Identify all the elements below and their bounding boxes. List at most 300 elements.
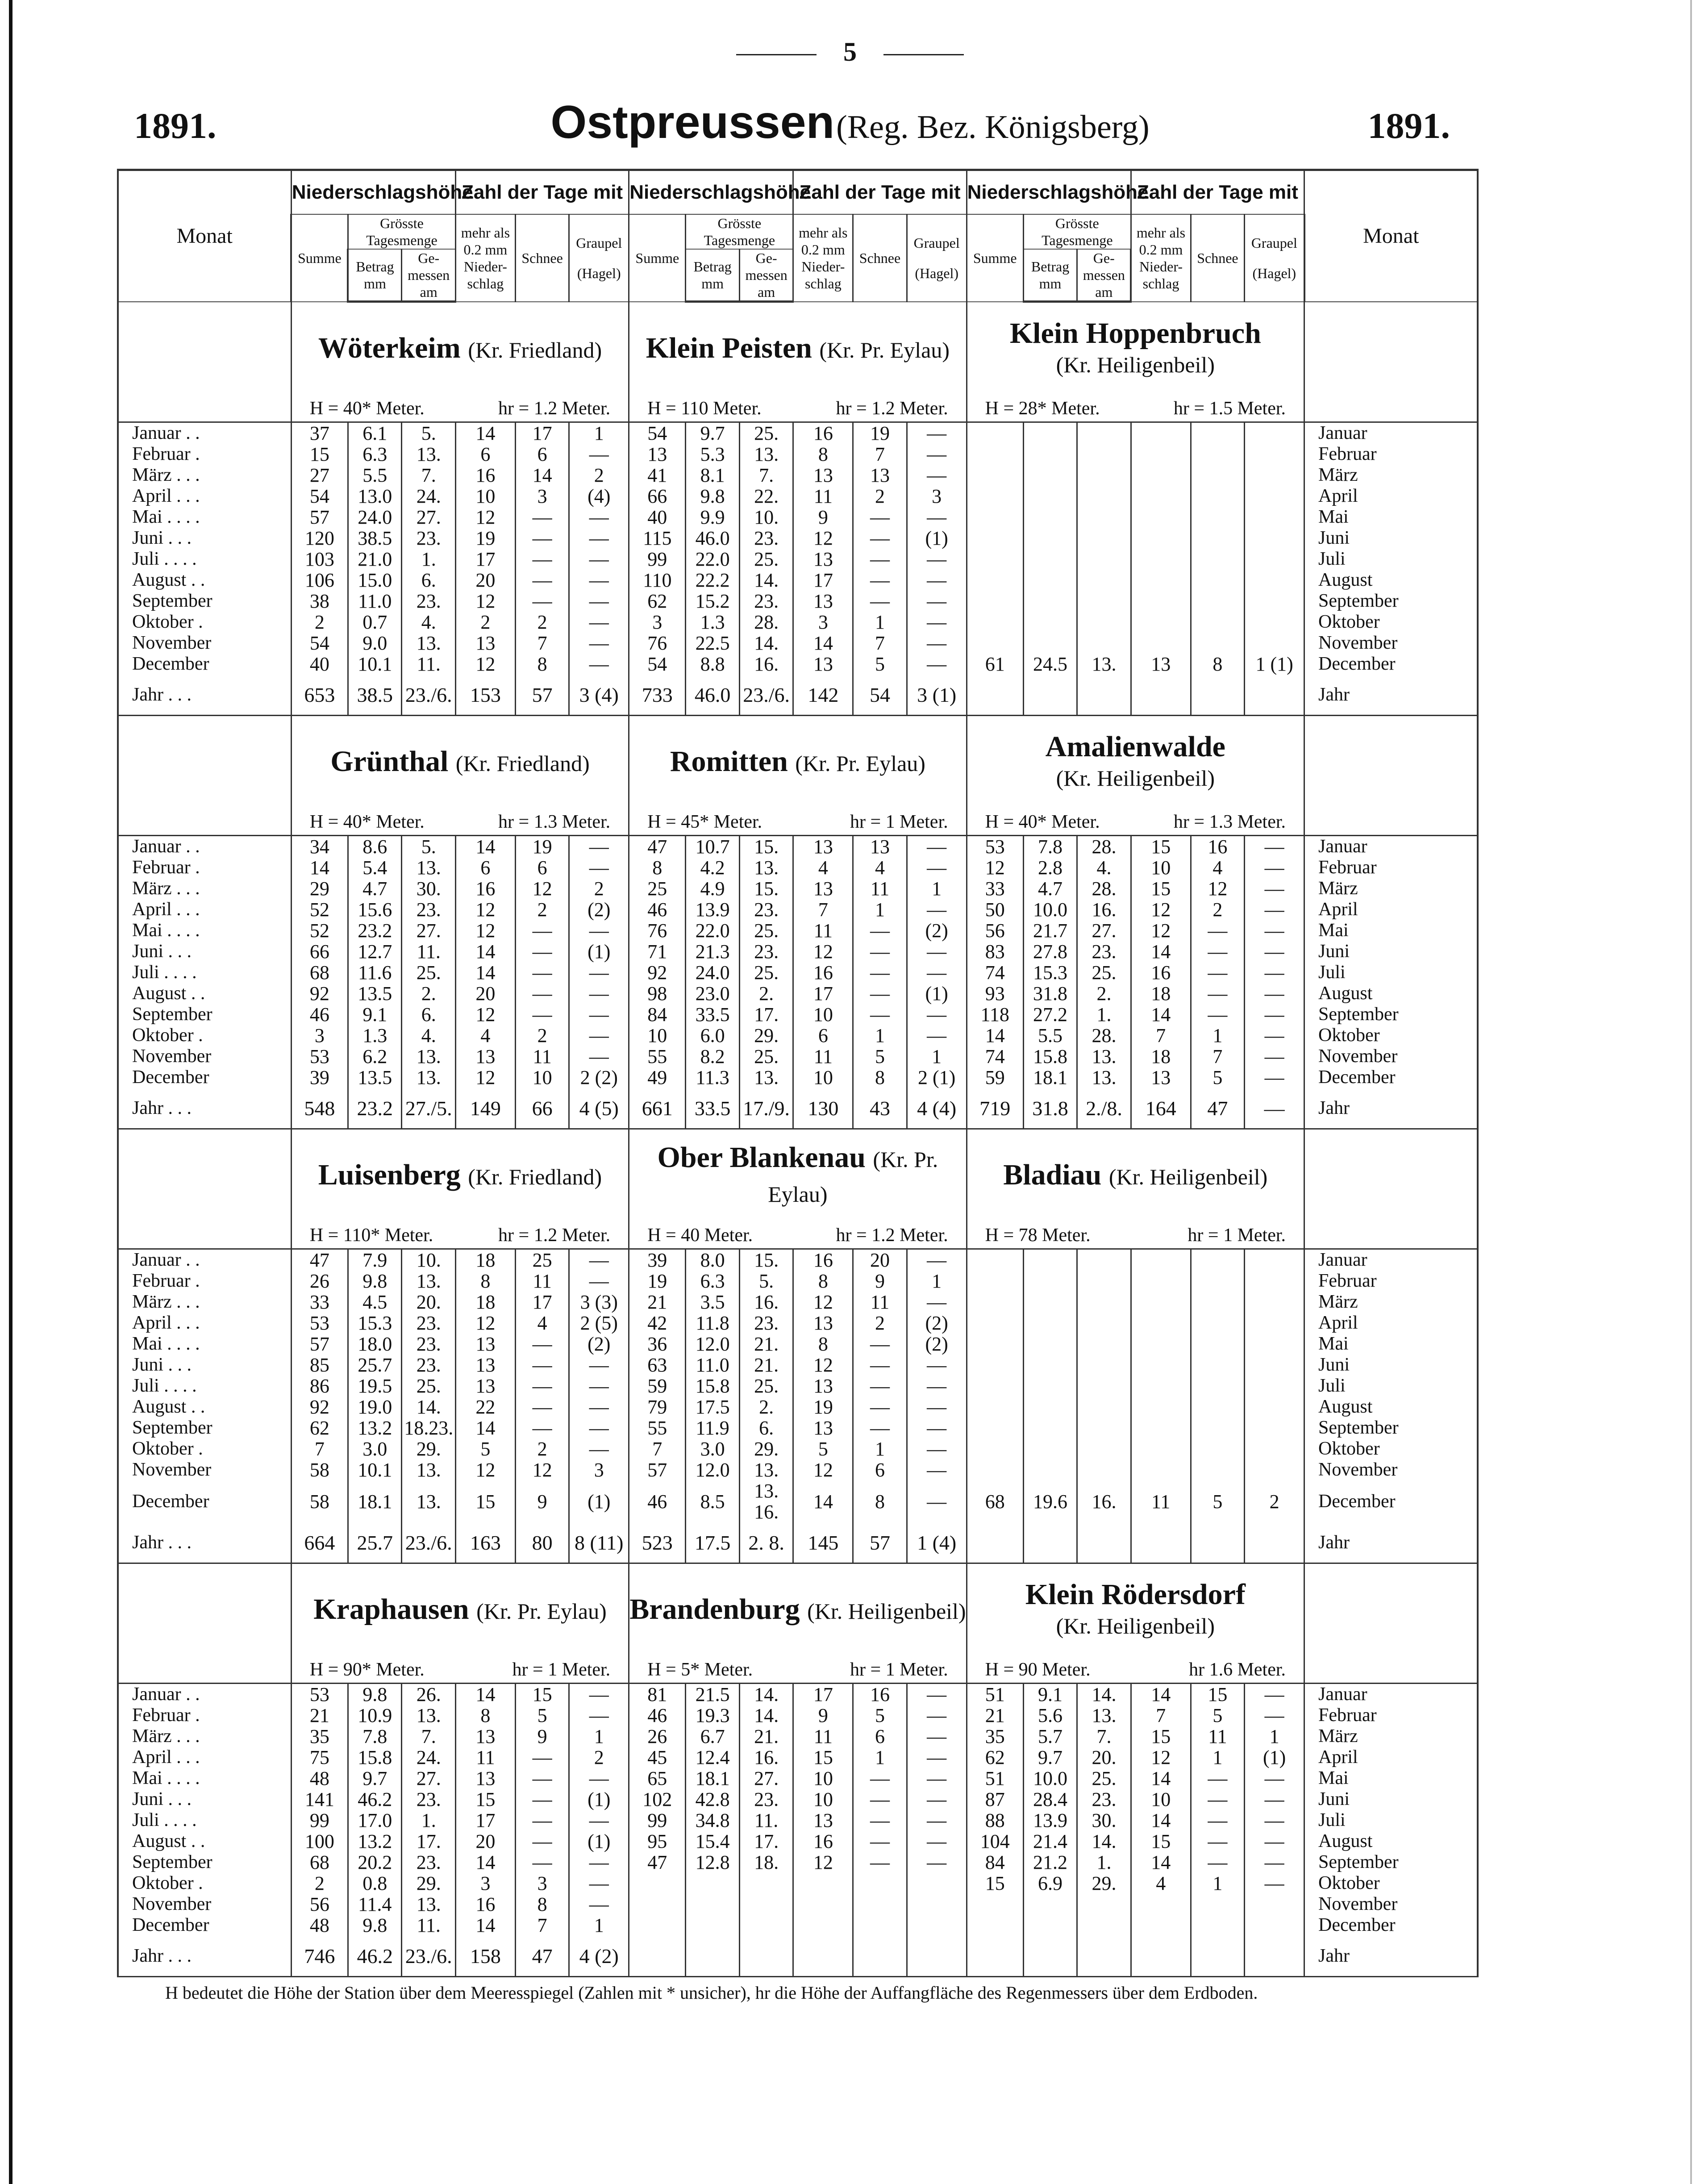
data-cell — [1245, 591, 1304, 612]
station-name-row — [118, 1563, 1478, 1657]
data-cell: 1 — [907, 1046, 967, 1067]
data-cell: — — [907, 1480, 967, 1522]
data-cell — [1077, 1249, 1131, 1271]
data-cell — [1023, 1438, 1077, 1459]
data-cell: 46.2 — [348, 1789, 401, 1810]
data-cell — [967, 1375, 1023, 1396]
data-cell: 16. — [739, 1747, 793, 1768]
data-cell: 11. — [739, 1810, 793, 1831]
station-name-cell — [291, 302, 629, 396]
data-cell: 2 (1) — [907, 1067, 967, 1088]
data-cell — [967, 549, 1023, 570]
data-cell — [1023, 507, 1077, 528]
data-cell: 23. — [402, 528, 456, 549]
data-cell: 40 — [291, 654, 348, 675]
month-label-right: November — [1304, 1046, 1478, 1067]
month-label-left: November — [118, 1459, 291, 1480]
data-cell: 17 — [793, 983, 853, 1004]
data-cell: 35 — [967, 1726, 1023, 1747]
data-cell: 9.8 — [686, 486, 739, 507]
data-cell — [1245, 549, 1304, 570]
data-cell: — — [1245, 1768, 1304, 1789]
data-cell: 4.9 — [686, 878, 739, 899]
month-label-right: Juli — [1304, 962, 1478, 983]
data-cell: 27.8 — [1023, 941, 1077, 962]
data-cell: — — [907, 1459, 967, 1480]
data-cell: 47 — [629, 836, 686, 858]
data-cell: 3 — [515, 1873, 569, 1894]
month-label-right: Februar — [1304, 1271, 1478, 1292]
data-cell: 63 — [629, 1355, 686, 1375]
data-cell: 93 — [967, 983, 1023, 1004]
data-cell: 13 — [793, 1810, 853, 1831]
data-cell: — — [1245, 920, 1304, 941]
data-cell: 4.7 — [348, 878, 401, 899]
data-cell: 15.8 — [686, 1375, 739, 1396]
data-cell: — — [907, 1852, 967, 1873]
station-h: H = 110* Meter. — [309, 1225, 433, 1246]
jahr-row — [118, 675, 1478, 716]
data-cell — [1077, 612, 1131, 633]
data-cell: — — [907, 899, 967, 920]
month-label-right: März — [1304, 1292, 1478, 1313]
data-cell: 25. — [402, 962, 456, 983]
station-title: Kraphausen — [313, 1593, 469, 1625]
station-height-line — [967, 811, 1304, 833]
data-cell: — — [907, 1768, 967, 1789]
data-cell: 40 — [629, 507, 686, 528]
data-cell: 17. — [402, 1831, 456, 1852]
station-kreis: (Kr. Pr. Eylau) — [768, 1147, 938, 1207]
data-cell: 3 — [629, 612, 686, 633]
data-cell: 11 — [455, 1747, 515, 1768]
data-cell: 8.1 — [686, 465, 739, 486]
data-cell: 1 — [907, 878, 967, 899]
mehr-als-line: 0.2 mm — [1139, 241, 1183, 258]
data-cell: 8.6 — [348, 836, 401, 858]
data-cell: 99 — [291, 1810, 348, 1831]
data-cell: 6 — [853, 1726, 907, 1747]
data-cell: — — [907, 1789, 967, 1810]
data-cell — [1077, 1894, 1131, 1915]
month-label-left: Oktober . — [118, 612, 291, 633]
data-cell: 2 — [515, 612, 569, 633]
data-cell — [967, 1249, 1023, 1271]
data-cell: 39 — [291, 1067, 348, 1088]
zahl-der-tage-header: Zahl der Tage mit — [793, 170, 967, 215]
data-cell: 15 — [1131, 878, 1191, 899]
data-cell — [967, 1355, 1023, 1375]
data-cell: 22. — [739, 486, 793, 507]
mehr-als-line: mehr als — [1136, 224, 1186, 241]
data-cell: 10.1 — [348, 654, 401, 675]
data-cell — [967, 507, 1023, 528]
dash-left — [736, 54, 817, 55]
data-cell: — — [515, 1375, 569, 1396]
month-label-left: Oktober . — [118, 1438, 291, 1459]
month-label-right: Juli — [1304, 1375, 1478, 1396]
month-label-left: Mai . . . . — [118, 507, 291, 528]
table-row — [118, 1334, 1478, 1355]
data-cell: 2. — [402, 983, 456, 1004]
data-cell: 2.8 — [1023, 857, 1077, 878]
data-cell — [1131, 1271, 1191, 1292]
data-cell: 6 — [853, 1459, 907, 1480]
data-cell: 6.3 — [348, 444, 401, 465]
month-label-right: December — [1304, 1915, 1478, 1936]
data-cell: 8 — [793, 1271, 853, 1292]
graupel-header — [569, 214, 629, 302]
data-cell: 21.5 — [686, 1684, 739, 1705]
data-cell: 9.8 — [348, 1271, 401, 1292]
data-cell — [1131, 465, 1191, 486]
table-row — [118, 1313, 1478, 1334]
data-cell: 1 — [569, 422, 629, 444]
data-cell: 9.7 — [348, 1768, 401, 1789]
data-cell: 23. — [1077, 941, 1131, 962]
data-cell — [1023, 1313, 1077, 1334]
data-cell: (1) — [569, 1480, 629, 1522]
month-label-left: August . . — [118, 1831, 291, 1852]
station-height-line — [629, 1659, 966, 1680]
data-cell: 11 — [793, 486, 853, 507]
data-cell: 29. — [402, 1873, 456, 1894]
data-cell: — — [1245, 1004, 1304, 1025]
month-label-left: August . . — [118, 1396, 291, 1417]
table-row — [118, 1480, 1478, 1522]
station-kreis: (Kr. Pr. Eylau) — [795, 751, 925, 776]
data-cell: 6. — [739, 1417, 793, 1438]
data-cell: (4) — [569, 486, 629, 507]
data-cell: 12 — [455, 1067, 515, 1088]
station-name-row — [118, 716, 1478, 809]
data-cell: 5 — [853, 1046, 907, 1067]
station-kreis: (Kr. Heiligenbeil) — [1056, 766, 1215, 791]
height-spacer-right — [1304, 1657, 1478, 1684]
data-cell — [1245, 1438, 1304, 1459]
data-cell — [1245, 422, 1304, 444]
station-name — [629, 1141, 966, 1211]
data-cell: 23. — [402, 591, 456, 612]
month-label-left: März . . . — [118, 465, 291, 486]
data-cell: 1 — [907, 1271, 967, 1292]
data-cell: 10.0 — [1023, 899, 1077, 920]
data-cell: 92 — [291, 1396, 348, 1417]
hagel-line: (Hagel) — [1252, 265, 1296, 281]
station-kreis: (Kr. Heiligenbeil) — [1108, 1164, 1268, 1189]
data-cell: 1. — [402, 549, 456, 570]
jahr-cell: 142 — [793, 675, 853, 716]
station-name-spacer-right — [1304, 716, 1478, 809]
data-cell: — — [569, 1046, 629, 1067]
month-label-left: Juli . . . . — [118, 962, 291, 983]
month-label-right: April — [1304, 1313, 1478, 1334]
data-cell: 29. — [1077, 1873, 1131, 1894]
data-cell: 29 — [291, 878, 348, 899]
data-cell: 25. — [739, 422, 793, 444]
station-h: H = 78 Meter. — [985, 1225, 1091, 1246]
data-cell: 10.9 — [348, 1705, 401, 1726]
station-name — [292, 1593, 628, 1628]
data-cell: 7 — [853, 633, 907, 654]
graupel-header — [1245, 214, 1304, 302]
jahr-cell: 17.5 — [686, 1522, 739, 1563]
data-cell: 10. — [739, 507, 793, 528]
mehr-als-header — [455, 214, 515, 302]
station-height-cell — [291, 1222, 629, 1249]
data-cell: 25. — [1077, 1768, 1131, 1789]
data-cell: — — [569, 1873, 629, 1894]
station-height-line — [629, 398, 966, 419]
month-label-right: Mai — [1304, 1768, 1478, 1789]
data-cell: — — [1245, 1810, 1304, 1831]
jahr-label-left: Jahr . . . — [118, 1522, 291, 1563]
data-cell: 38.5 — [348, 528, 401, 549]
station-height-line — [967, 398, 1304, 419]
month-label-right: Oktober — [1304, 1873, 1478, 1894]
data-cell: 23. — [739, 1789, 793, 1810]
data-cell: 18.23. — [402, 1417, 456, 1438]
data-cell: 11.0 — [348, 591, 401, 612]
data-cell — [1191, 1292, 1244, 1313]
data-cell — [967, 1292, 1023, 1313]
data-cell — [1131, 570, 1191, 591]
data-cell: 61 — [967, 654, 1023, 675]
station-name-spacer-left — [118, 302, 291, 396]
data-cell: (1) — [569, 941, 629, 962]
jahr-cell: 145 — [793, 1522, 853, 1563]
data-cell: 4 — [1131, 1873, 1191, 1894]
data-cell: — — [907, 857, 967, 878]
table-row — [118, 1417, 1478, 1438]
data-cell: 5.7 — [1023, 1726, 1077, 1747]
data-cell — [1023, 528, 1077, 549]
table-row — [118, 507, 1478, 528]
data-cell: 17.5 — [686, 1396, 739, 1417]
data-cell — [967, 1915, 1023, 1936]
dash-right — [883, 54, 964, 55]
header-row-1 — [118, 170, 1478, 215]
data-cell — [1023, 1396, 1077, 1417]
data-cell: — — [853, 1417, 907, 1438]
data-cell: 87 — [967, 1789, 1023, 1810]
station-kreis: (Kr. Heiligenbeil) — [807, 1599, 966, 1624]
data-cell: 13. — [402, 1271, 456, 1292]
data-cell: 2 — [515, 899, 569, 920]
header-row-2 — [118, 214, 1478, 249]
data-cell: 57 — [291, 507, 348, 528]
month-label-right: Juli — [1304, 1810, 1478, 1831]
station-height-cell — [291, 396, 629, 422]
data-cell: 10 — [793, 1789, 853, 1810]
data-cell — [967, 465, 1023, 486]
data-cell — [1245, 1915, 1304, 1936]
jahr-cell: 17./9. — [739, 1088, 793, 1129]
station-hr: hr = 1.3 Meter. — [498, 812, 611, 832]
data-cell: 86 — [291, 1375, 348, 1396]
data-cell — [1131, 591, 1191, 612]
data-cell: 8 — [793, 1334, 853, 1355]
data-cell: 15. — [739, 878, 793, 899]
data-cell: 118 — [967, 1004, 1023, 1025]
data-cell: 5.6 — [1023, 1705, 1077, 1726]
data-cell: 74 — [967, 1046, 1023, 1067]
table-row — [118, 570, 1478, 591]
month-label-left: Januar . . — [118, 1249, 291, 1271]
table-row — [118, 612, 1478, 633]
data-cell: 23. — [402, 899, 456, 920]
month-label-right: December — [1304, 1067, 1478, 1088]
data-cell: — — [569, 612, 629, 633]
data-cell — [1191, 612, 1244, 633]
jahr-cell: 27./5. — [402, 1088, 456, 1129]
data-cell: 100 — [291, 1831, 348, 1852]
table-row — [118, 941, 1478, 962]
data-cell: 4 — [1191, 857, 1244, 878]
data-cell: 14 — [1131, 1684, 1191, 1705]
month-label-right: September — [1304, 591, 1478, 612]
month-label-left: December — [118, 1480, 291, 1522]
month-label-right: November — [1304, 1459, 1478, 1480]
precipitation-table — [117, 169, 1479, 1977]
data-cell: — — [907, 1747, 967, 1768]
data-cell: 27. — [739, 1768, 793, 1789]
data-cell — [1245, 486, 1304, 507]
jahr-cell — [1131, 1936, 1191, 1977]
data-cell — [967, 1894, 1023, 1915]
data-cell — [1191, 633, 1244, 654]
data-cell: 13.9 — [1023, 1810, 1077, 1831]
data-cell: 15.0 — [348, 570, 401, 591]
data-cell — [1131, 633, 1191, 654]
data-cell: 13 — [793, 836, 853, 858]
data-cell: 11. — [402, 1915, 456, 1936]
data-cell: 5.5 — [1023, 1025, 1077, 1046]
table-row — [118, 591, 1478, 612]
data-cell — [1023, 570, 1077, 591]
table-row — [118, 1292, 1478, 1313]
data-cell: 115 — [629, 528, 686, 549]
data-cell: 28. — [1077, 1025, 1131, 1046]
data-cell: — — [1245, 1067, 1304, 1088]
data-cell: 14 — [1131, 1852, 1191, 1873]
data-cell: 20 — [455, 1831, 515, 1852]
data-cell: 7.9 — [348, 1249, 401, 1271]
data-cell — [1023, 422, 1077, 444]
data-cell: — — [569, 836, 629, 858]
data-cell: 104 — [967, 1831, 1023, 1852]
jahr-cell: 80 — [515, 1522, 569, 1563]
data-cell: 6.3 — [686, 1271, 739, 1292]
data-cell: — — [907, 422, 967, 444]
data-cell: (2) — [569, 1334, 629, 1355]
station-kreis: (Kr. Heiligenbeil) — [1056, 352, 1215, 377]
data-cell: 13 — [455, 1334, 515, 1355]
jahr-cell: 23./6. — [402, 675, 456, 716]
station-kreis: (Kr. Friedland) — [468, 338, 602, 363]
data-cell: 7 — [1131, 1705, 1191, 1726]
station-name-spacer-left — [118, 1563, 291, 1657]
month-label-left: Januar . . — [118, 422, 291, 444]
data-cell: 26 — [291, 1271, 348, 1292]
jahr-cell — [853, 1936, 907, 1977]
month-label-left: Juni . . . — [118, 1355, 291, 1375]
data-cell: 25. — [739, 1046, 793, 1067]
data-cell: 21 — [629, 1292, 686, 1313]
data-cell: 15. — [739, 1249, 793, 1271]
station-h: H = 5* Meter. — [647, 1659, 753, 1680]
data-cell: 7.8 — [1023, 836, 1077, 858]
jahr-cell — [1023, 1522, 1077, 1563]
table-row — [118, 1852, 1478, 1873]
data-cell: 14 — [967, 1025, 1023, 1046]
data-cell — [1023, 1894, 1077, 1915]
jahr-label-right: Jahr — [1304, 1522, 1478, 1563]
data-cell: 14 — [793, 1480, 853, 1522]
data-cell: 21 — [291, 1705, 348, 1726]
data-cell: 15.8 — [1023, 1046, 1077, 1067]
jahr-cell: 158 — [455, 1936, 515, 1977]
data-cell — [1131, 528, 1191, 549]
data-cell: 3.0 — [686, 1438, 739, 1459]
month-label-right: Mai — [1304, 507, 1478, 528]
data-cell: 79 — [629, 1396, 686, 1417]
data-cell: 1. — [1077, 1004, 1131, 1025]
data-cell — [1191, 549, 1244, 570]
data-cell — [1245, 1355, 1304, 1375]
data-cell: 14 — [455, 1915, 515, 1936]
station-hr: hr = 1 Meter. — [512, 1659, 611, 1680]
data-cell: — — [515, 983, 569, 1004]
table-row — [118, 1915, 1478, 1936]
data-cell: 46 — [291, 1004, 348, 1025]
data-cell: — — [907, 612, 967, 633]
data-cell — [907, 1873, 967, 1894]
data-cell: 6.7 — [686, 1726, 739, 1747]
data-cell — [1131, 422, 1191, 444]
am-line: am — [758, 284, 775, 300]
data-cell — [1245, 465, 1304, 486]
table-row — [118, 1873, 1478, 1894]
jahr-label-right: Jahr — [1304, 1936, 1478, 1977]
data-cell: 9.9 — [686, 507, 739, 528]
data-cell: 1. — [402, 1810, 456, 1831]
station-height-row — [118, 396, 1478, 422]
data-cell: 21.0 — [348, 549, 401, 570]
data-cell — [1245, 528, 1304, 549]
jahr-cell — [1245, 675, 1304, 716]
month-label-right: August — [1304, 1396, 1478, 1417]
betrag-header — [686, 249, 739, 302]
data-cell: — — [853, 1831, 907, 1852]
data-cell: 15 — [291, 444, 348, 465]
station-height-line — [292, 398, 628, 419]
jahr-cell: 54 — [853, 675, 907, 716]
data-cell — [1077, 1915, 1131, 1936]
data-cell: — — [1191, 941, 1244, 962]
jahr-cell: 523 — [629, 1522, 686, 1563]
data-cell: — — [907, 1249, 967, 1271]
data-cell: 15 — [455, 1789, 515, 1810]
data-cell: 56 — [967, 920, 1023, 941]
data-cell: 35 — [291, 1726, 348, 1747]
table-row — [118, 857, 1478, 878]
data-cell: 5. — [739, 1271, 793, 1292]
data-cell: — — [907, 1396, 967, 1417]
niederschlagshoehe-header: Niederschlagshöhe — [967, 170, 1131, 215]
data-cell — [739, 1873, 793, 1894]
month-label-right: März — [1304, 1726, 1478, 1747]
